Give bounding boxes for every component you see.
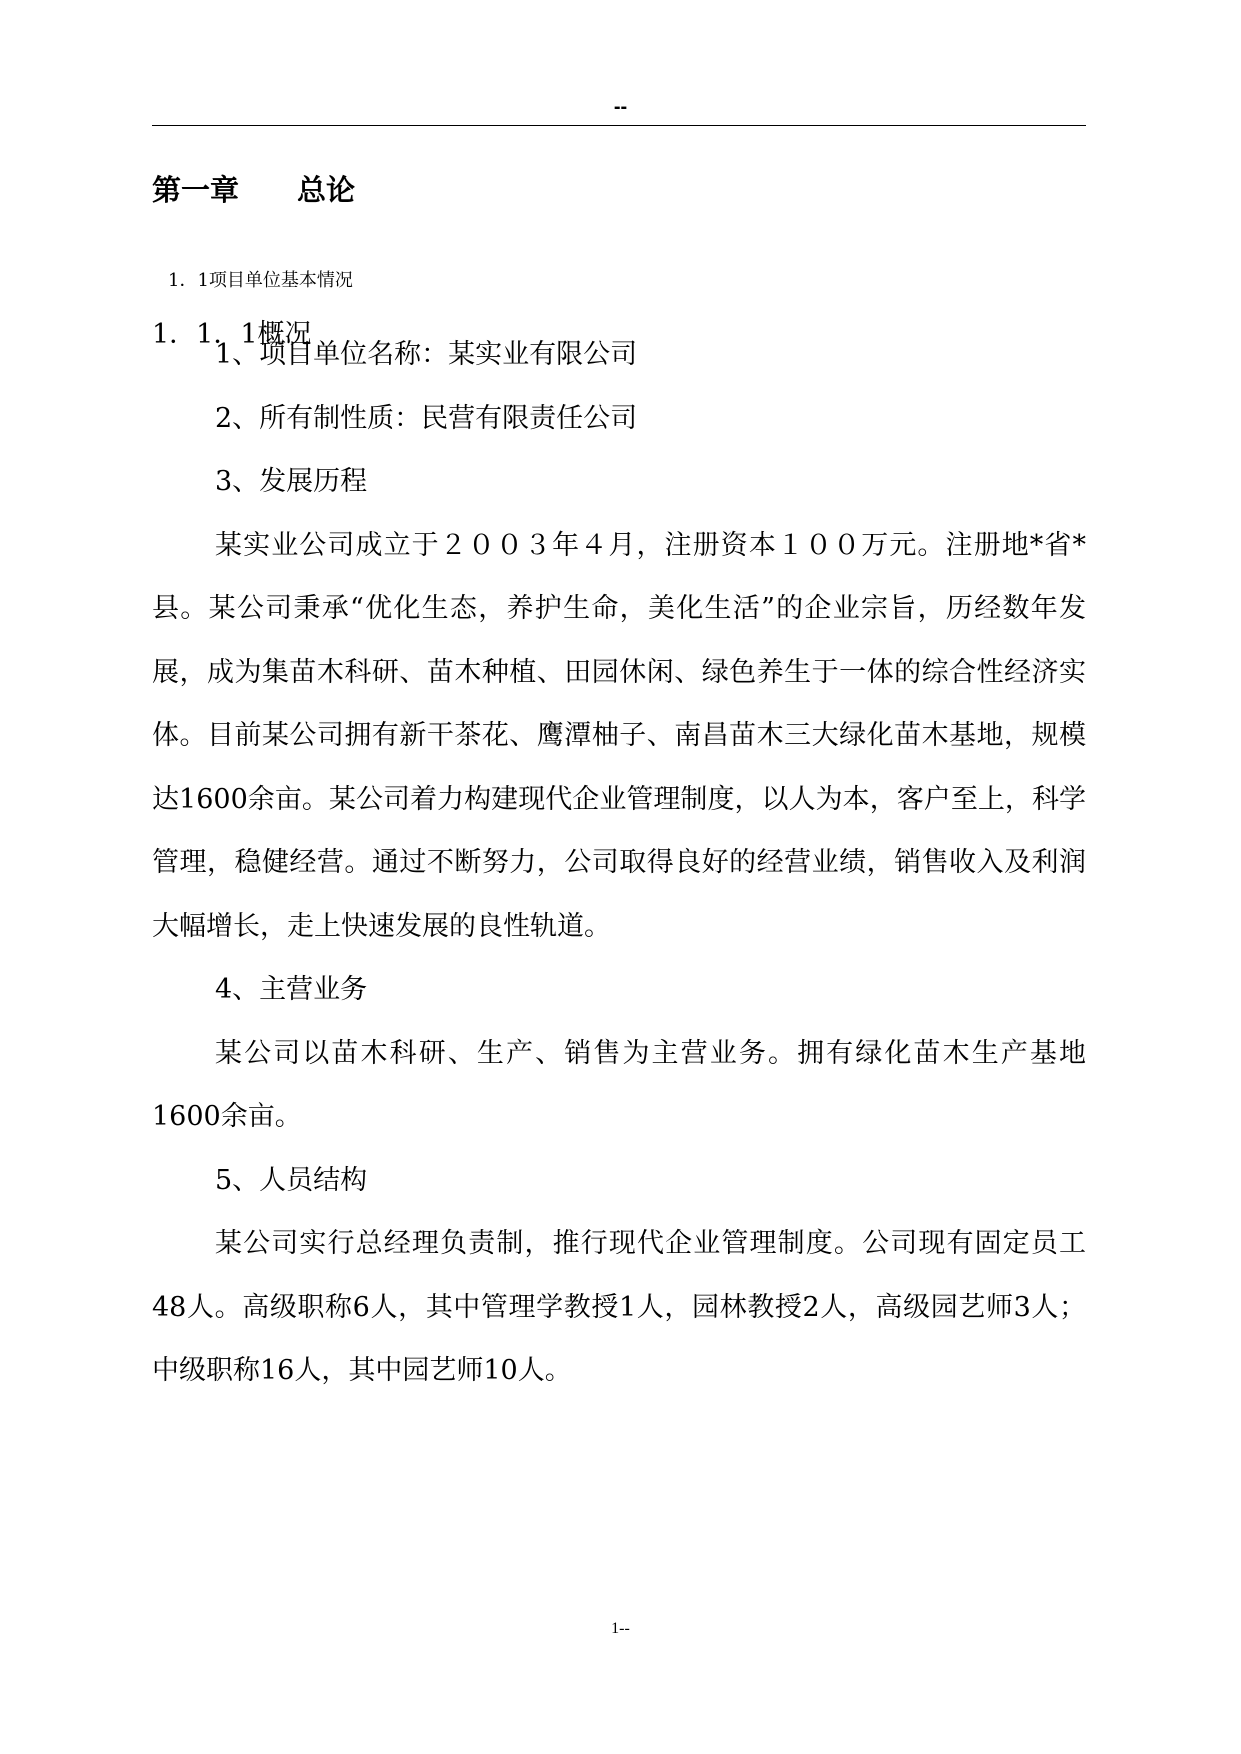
item-ownership: 2、所有制性质：民营有限责任公司 — [215, 402, 638, 434]
section-heading-1-1-1: 1．1．1概况 — [152, 319, 312, 350]
header-rule — [152, 125, 1086, 126]
item-business-heading: 4、主营业务 — [215, 974, 368, 1005]
item-history-heading: 3、发展历程 — [215, 466, 368, 497]
item-company-name: 1、项目单位名称：某实业有限公司 — [215, 339, 638, 370]
header-mark: -- — [613, 96, 628, 118]
item-staff-heading: 5、人员结构 — [215, 1164, 368, 1196]
section-heading-1-1: 1．1项目单位基本情况 — [168, 270, 353, 291]
paragraph-business: 某公司以苗木科研、生产、销售为主营业务。拥有绿化苗木生产基地1600余亩。 — [152, 1037, 1086, 1132]
body-content — [152, 323, 1086, 1403]
paragraph-history: 某实业公司成立于２００３年４月，注册资本１００万元。注册地*省*县。某公司秉承“优化生态，养护生命，美化生活”的企业宗旨，历经数年发展，成为集苗木科研、苗木种植、田园休闲、绿色养生于一体的综合性经济实体。目前某公司拥有新干茶花、鹰潭柚子、南昌苗木三大绿化苗木基地，规模达1600余亩。某公司着力构建现代企业管理制度，以人为本，客户至上，科学管理，稳健经营。通过不断努力，公司取得良好的经营业绩，销售收入及利润大幅增长，走上快速发展的良性轨道。 — [152, 529, 1086, 942]
chapter-title: 第一章 总论 — [152, 173, 356, 207]
paragraph-staff: 某公司实行总经理负责制，推行现代企业管理制度。公司现有固定员工48人。高级职称6人，其中管理学教授1人，园林教授2人，高级园艺师3人；中级职称16人，其中园艺师10人。 — [152, 1228, 1086, 1386]
page-number: 1-- — [611, 1620, 630, 1637]
